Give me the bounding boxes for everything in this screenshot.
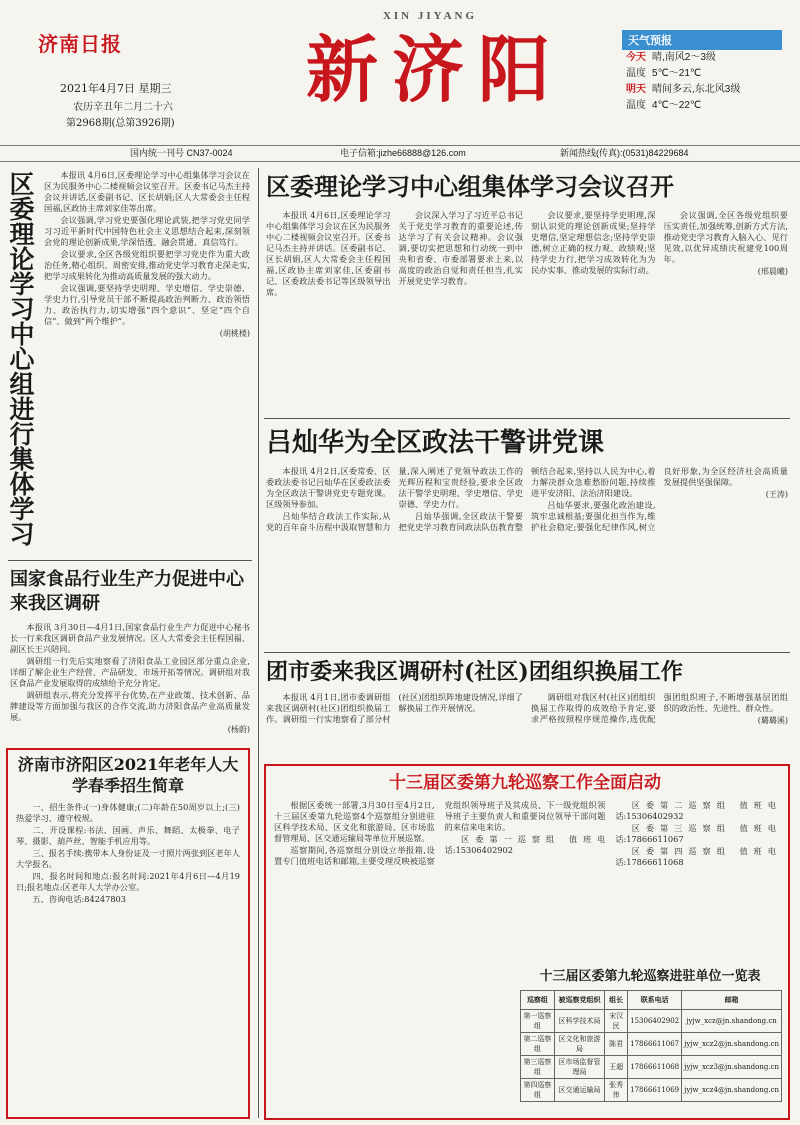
- table-cell: 第一巡察组: [521, 1010, 555, 1033]
- paragraph: 五、咨询电话:84247803: [32, 894, 126, 904]
- weather-today-temp: [622, 66, 782, 82]
- left-bottom-body: [16, 802, 240, 1107]
- contact-line: 区委第二巡察组 值班电话:15306402932: [615, 800, 776, 821]
- weather-today-desc: 晴,南风2～3级: [652, 52, 716, 63]
- table-cell: 17866611069: [628, 1079, 682, 1102]
- table-cell: 宋汉民: [605, 1010, 628, 1033]
- table-header-row: [521, 991, 782, 1010]
- news-hotline: 新闻热线(传真):(0531)84229684: [560, 148, 689, 158]
- lead-title: 区委理论学习中心组集体学习会议召开: [266, 172, 674, 201]
- left-bottom-title: 济南市济阳区2021年老年人大学春季招生简章: [17, 755, 239, 795]
- paragraph: 本报讯 4月1日,团市委调研组来我区调研村(社区)团组织换届工作。调研组一行实地察看了部分村(社区)团组织阵地建设情况,详细了解换届工作开展情况。: [266, 692, 523, 724]
- table-cell: 陈君: [605, 1033, 628, 1056]
- inspection-table-wrap: [520, 990, 782, 1102]
- byline: (邢晨曦): [757, 267, 788, 276]
- weather-today-temp-label: 温度: [626, 68, 646, 79]
- cn-number: 国内统一刊号 CN37-0024: [130, 148, 233, 158]
- paragraph: 一、招生条件:(一)身体健康;(二)年龄在50周岁以上;(三)热爱学习、遵守校规。: [16, 802, 240, 823]
- contact-line: 区委第三巡察组 值班电话:17866611067: [615, 823, 776, 844]
- table-cell: 第三巡察组: [521, 1056, 555, 1079]
- weather-tomorrow-temp: [622, 98, 782, 114]
- table-header: 邮箱: [682, 991, 782, 1010]
- paragraph: 会议强调,学习党史要强化理论武装,把学习党史同学习习近平新时代中国特色社会主义思想结合起来,深刻领会党的理论创新成果,学深悟透、融会贯通、真信笃行。: [44, 215, 250, 247]
- story3-title: 团市委来我区调研村(社区)团组织换届工作: [266, 659, 683, 685]
- left-top-body: [44, 170, 250, 535]
- story2-body: [266, 466, 788, 646]
- weather-tomorrow-desc: 晴间多云,东北风3级: [652, 84, 741, 95]
- byline: (王涛): [765, 490, 788, 499]
- paper-name: 济南日报: [38, 32, 122, 56]
- paragraph: 巡察期间,各巡察组分别设立举报箱,设置专门值班电话和邮箱,主要受理反映被巡察党组织领导班子及其成员、下一级党组织领导班子主要负责人和重要岗位领导干部问题的来信来电来访。: [274, 800, 606, 866]
- info-bar: [0, 145, 800, 162]
- paragraph: 会议要求,全区各级党组织要把学习党史作为重大政治任务,精心组织、周密安排,推动党史学习教育走深走实,把学习成果转化为推动高质量发展的强大动力。: [44, 249, 250, 281]
- paragraph: 三、报名手续:携带本人身份证及一寸照片两张到区老年人大学报名。: [16, 848, 240, 869]
- byline: (璐璐溪): [757, 716, 788, 725]
- byline: (杨蔚): [227, 725, 250, 734]
- paragraph: 本报讯 4月6日,区委理论学习中心组集体学习会议在区为民服务中心二楼视频会议室召开。区委书记马杰主持会议并讲话,区委副书记、区长胡娟;区人大常委会主任程国福,区政协主席刘家佳等出席。: [44, 170, 250, 213]
- email: 电子信箱:jizhe66888@126.com: [340, 148, 466, 158]
- table-cell: 17866611068: [628, 1056, 682, 1079]
- weather-box: [622, 30, 782, 122]
- weather-tomorrow-label: 明天: [626, 84, 646, 95]
- divider: [8, 560, 252, 561]
- weather-tomorrow-temp-value: 4℃～22℃: [652, 100, 702, 111]
- weather-today-label: 今天: [626, 52, 646, 63]
- table-cell: 15306402902: [628, 1010, 682, 1033]
- paragraph: 本报讯 3月30日—4月1日,国家食品行业生产力促进中心秘书长一行来我区调研食品产业发展情况。区人大常委会主任程国福、副区长王兴陪同。: [10, 622, 250, 654]
- paragraph: 二、开设课程:书法、国画、声乐、舞蹈、太极拳、电子琴、摄影、葫芦丝、智能手机应用等。: [16, 825, 240, 846]
- inspection-title: 十三届区委第九轮巡察工作全面启动: [389, 773, 661, 793]
- left-top-title: 区委理论学习中心组进行集体学习: [9, 170, 35, 549]
- table-cell: jyjw_xcz@jn.shandong.cn: [682, 1010, 782, 1033]
- table-cell: 17866611067: [628, 1033, 682, 1056]
- table-header: 巡察组: [521, 991, 555, 1010]
- lead-body: [266, 210, 788, 410]
- paragraph: 根据区委统一部署,3月30日至4月2日,十三届区委第九轮巡察4个巡察组分别进驻区科学技术局、区文化和旅游局、区市场监督管理局、区交通运输局等单位开展巡察。: [274, 800, 435, 843]
- weather-today-temp-value: 5℃～21℃: [652, 68, 702, 79]
- table-header: 被巡察党组织: [554, 991, 604, 1010]
- paragraph: 吕灿华强调,全区政法干警要把党史学习教育同政法队伍教育整顿结合起来,坚持以人民为中心,着力解决群众急难愁盼问题,持续推进平安济阳、法治济阳建设。: [398, 466, 656, 532]
- table-cell: jyjw_xcz2@jn.shandong.cn: [682, 1033, 782, 1056]
- table-cell: 区交通运输局: [554, 1079, 604, 1102]
- paragraph: 本报讯 4月6日,区委理论学习中心组集体学习会议在区为民服务中心二楼视频会议室召开。区委书记马杰主持并讲话。区委副书记、区长胡娟,区人大常委会主任程国福,区政协主席刘家佳,区委副书记、区委政法委书记等区级领导出席。: [266, 210, 391, 297]
- weather-tomorrow: [622, 82, 782, 98]
- issue-number: 第2968期(总第3926期): [66, 118, 175, 129]
- table-row: [521, 1079, 782, 1102]
- table-cell: 王超: [605, 1056, 628, 1079]
- lunar-date: 农历辛丑年二月二十六: [73, 102, 173, 113]
- inspection-body: [274, 800, 776, 962]
- paragraph: 本报讯 4月2日,区委常委、区委政法委书记吕灿华在区委政法委为全区政法干警讲党史专题党课。区级领导参加。: [266, 466, 391, 509]
- paragraph: 会议深入学习了习近平总书记关于党史学习教育的重要论述,传达学习了有关会议精神。会议强调,要切实把思想和行动统一到中央和省委、市委部署要求上来,以高度的政治自觉和责任担当,扎实开展党史学习教育。: [398, 210, 523, 286]
- table-header: 组长: [605, 991, 628, 1010]
- table-cell: 第四巡察组: [521, 1079, 555, 1102]
- table-cell: 张秀伟: [605, 1079, 628, 1102]
- paragraph: 吕灿华结合政法工作实际,从党的百年奋斗历程中汲取智慧和力量,深入阐述了党领导政法工作的光辉历程和宝贵经验,要求全区政法干警学史明理、学史增信、学史崇德、学史力行。: [266, 466, 523, 532]
- table-cell: jyjw_xcz3@jn.shandong.cn: [682, 1056, 782, 1079]
- story3-body: [266, 692, 788, 758]
- table-header: 联系电话: [628, 991, 682, 1010]
- inspection-table-title: 十三届区委第九轮巡察进驻单位一览表: [539, 969, 761, 984]
- left-mid-body: [10, 622, 250, 738]
- divider: [264, 418, 790, 419]
- date: 2021年4月7日 星期三: [60, 82, 172, 95]
- paragraph: 会议强调,全区各级党组织要压实责任,加强统筹,创新方式方法,推动党史学习教育入脑入心、见行见效,以优异成绩庆祝建党100周年。: [663, 210, 788, 264]
- paragraph: 会议要求,要坚持学史明理,深刻认识党的理论创新成果;坚持学史增信,坚定理想信念;坚持学史崇德,树立正确的权力观、政绩观;坚持学史力行,把学习成效转化为为民办实事、推动发展的实际行动。: [531, 210, 656, 275]
- table-cell: 区科学技术局: [554, 1010, 604, 1033]
- weather-tomorrow-temp-label: 温度: [626, 100, 646, 111]
- weather-today: [622, 50, 782, 66]
- contact-line: 区委第四巡察组 值班电话:17866611068: [615, 846, 776, 867]
- paragraph: 调研组表示,将充分发挥平台优势,在产业政策、技术创新、品牌建设等方面加强与我区的合作交流,助力济阳食品产业高质量发展。: [10, 690, 250, 722]
- inspection-table: [520, 990, 782, 1102]
- paragraph: 吕灿华要求,要强化政治建设,筑牢忠诚根基;要强化担当作为,维护社会稳定;要强化纪律作风,树立良好形象,为全区经济社会高质量发展提供坚强保障。: [531, 466, 788, 532]
- paragraph: 会议强调,要坚持学史明理、学史增信、学史崇德、学史力行,引导党员干部不断提高政治判断力、政治领悟力、政治执行力,切实增强“四个意识”、坚定“四个自信”、做到“两个维护”。: [44, 283, 250, 326]
- table-cell: 第二巡察组: [521, 1033, 555, 1056]
- paragraph: 调研组一行先后实地察看了济阳食品工业园区部分重点企业,详细了解企业生产经营、产品研发、市场开拓等情况。调研组对我区食品产业发展取得的成绩给予充分肯定。: [10, 656, 250, 688]
- story2-title: 吕灿华为全区政法干警讲党课: [266, 428, 605, 458]
- paragraph: 调研组对我区村(社区)团组织换届工作取得的成效给予肯定,要求严格按照程序规范操作,选优配强团组织班子,不断增强基层团组织的政治性、先进性、群众性。: [531, 692, 788, 724]
- contact-line: 区委第一巡察组 值班电话:15306402902: [444, 834, 606, 855]
- column-divider: [258, 168, 259, 1118]
- table-row: [521, 1033, 782, 1056]
- table-row: [521, 1056, 782, 1079]
- table-cell: 区文化和旅游局: [554, 1033, 604, 1056]
- weather-title: 天气预报: [622, 30, 782, 50]
- left-mid-title: 国家食品行业生产力促进中心来我区调研: [10, 569, 244, 614]
- masthead-pinyin: XIN JIYANG: [382, 10, 478, 22]
- table-cell: 区市场监督管理局: [554, 1056, 604, 1079]
- divider: [264, 652, 790, 653]
- byline: (胡桃楼): [219, 329, 250, 338]
- table-cell: jyjw_xcz4@jn.shandong.cn: [682, 1079, 782, 1102]
- masthead: 新济阳: [305, 27, 564, 112]
- table-row: [521, 1010, 782, 1033]
- paragraph: 四、报名时间和地点:报名时间:2021年4月6日—4月19日;报名地点:区老年人大学办公室。: [16, 871, 240, 892]
